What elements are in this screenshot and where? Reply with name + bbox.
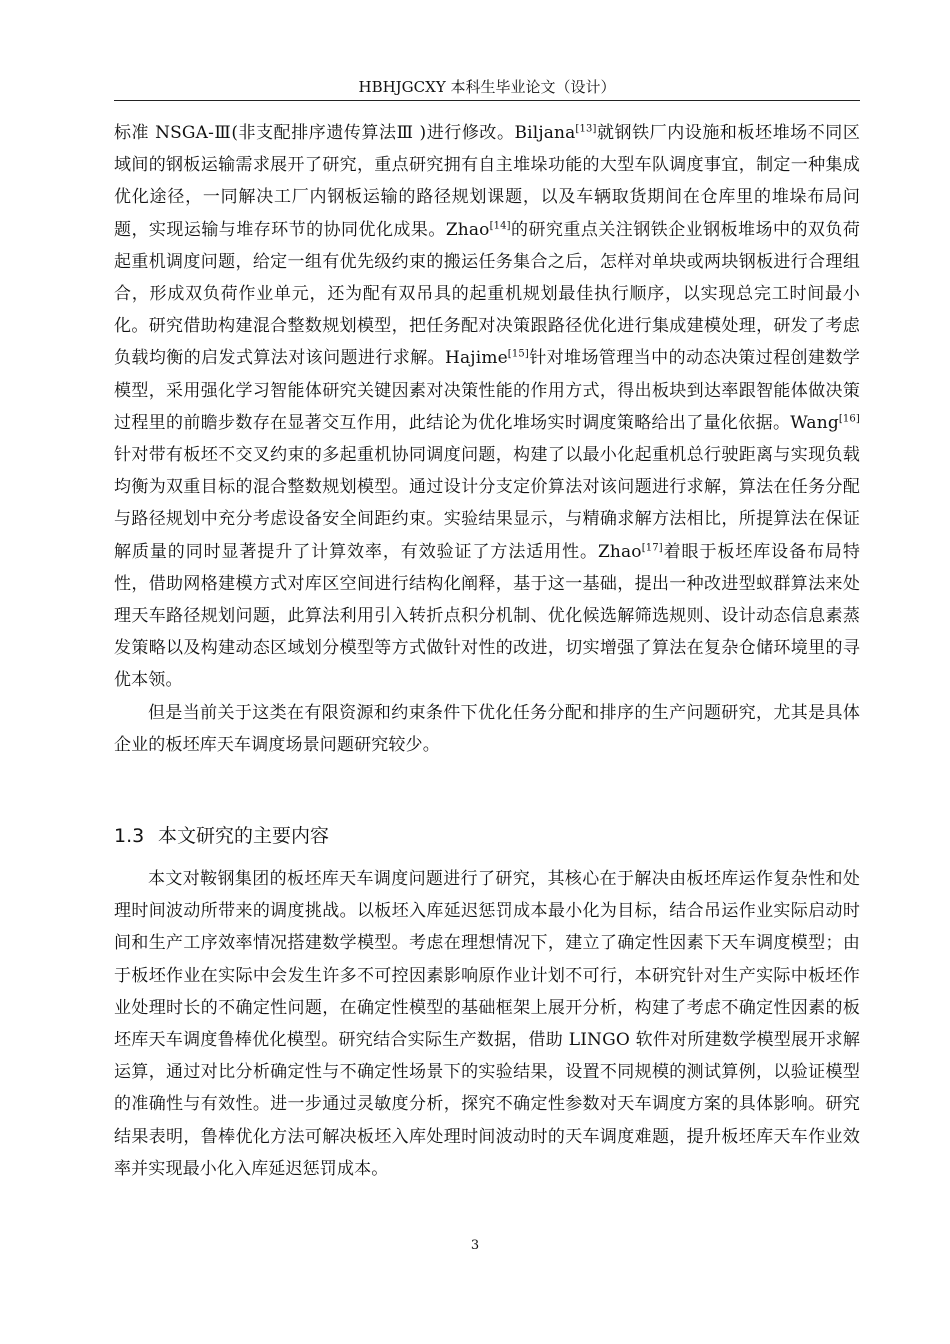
citation-13: [13] [575, 123, 597, 135]
body-text-bottom [114, 863, 860, 1185]
section-number: 1.3 [114, 825, 145, 847]
text-segment: 就钢铁厂内设施和板坯堆场不同区域间的钢板运输需求展开了研究，重点研究拥有自主堆垛功能的大型车队调度事宜，制定一种集成优化途径，一同解决工厂内钢板运输的路径规划课题，以及车辆取货期间在仓库里的堆垛布局问题，实现运输与堆存环节的协同优化成果。Zhao [114, 123, 860, 240]
citation-16: [16] [838, 413, 860, 425]
section-title: 本文研究的主要内容 [158, 825, 330, 847]
paragraph-main-content: 本文对鞍钢集团的板坯库天车调度问题进行了研究，其核心在于解决由板坯库运作复杂性和处理时间波动所带来的调度挑战。以板坯入库延迟惩罚成本最小化为目标，结合吊运作业实际启动时间和生产工序效率情况搭建数学模型。考虑在理想情况下，建立了确定性因素下天车调度模型；由于板坯作业在实际中会发生许多不可控因素影响原作业计划不可行，本研究针对生产实际中板坯作业处理时长的不确定性问题，在确定性模型的基础框架上展开分析，构建了考虑不确定性因素的板坯库天车调度鲁棒优化模型。研究结合实际生产数据，借助 LINGO 软件对所建数学模型展开求解运算，通过对比分析确定性与不确定性场景下的实验结果，设置不同规模的测试算例，以验证模型的准确性与有效性。进一步通过灵敏度分析，探究不确定性参数对天车调度方案的具体影响。研究结果表明，鲁棒优化方法可解决板坯入库处理时间波动时的天车调度难题，提升板坯库天车作业效率并实现最小化入库延迟惩罚成本。 [114, 869, 860, 1179]
page-number: 3 [470, 1238, 480, 1253]
page-header: HBHJGCXY 本科生毕业论文（设计） [358, 78, 616, 96]
citation-14: [14] [489, 219, 511, 231]
text-segment: 标准 NSGA-Ⅲ(非支配排序遗传算法Ⅲ )进行修改。Biljana [114, 123, 576, 143]
body-text-top [114, 117, 860, 761]
section-heading [114, 822, 860, 850]
text-segment: 着眼于板坯库设备布局特性，借助网格建模方式对库区空间进行结构化阐释，基于这一基础，提出一种改进型蚁群算法来处理天车路径规划问题，此算法利用引入转折点积分机制、优化候选解筛选规则、设计动态信息素蒸发策略以及构建动态区域划分模型等方式做针对性的改进，切实增强了算法在复杂仓储环境里的寻优本领。 [114, 541, 860, 691]
text-segment: 的研究重点关注钢铁企业钢板堆场中的双负荷起重机调度问题，给定一组有优先级约束的搬运任务集合之后，怎样对单块或两块钢板进行合理组合，形成双负荷作业单元，还为配有双吊具的起重机规划最佳执行顺序，以实现总完工时间最小化。研究借助构建混合整数规划模型，把任务配对决策跟路径优化进行集成建模处理，研发了考虑负载均衡的启发式算法对该问题进行求解。Hajime [114, 219, 860, 369]
text-segment: 针对堆场管理当中的动态决策过程创建数学模型，采用强化学习智能体研究关键因素对决策性能的作用方式，得出板块到达率跟智能体做决策过程里的前瞻步数存在显著交互作用，此结论为优化堆场实时调度策略给出了量化依据。Wang [114, 348, 860, 433]
citation-15: [15] [507, 348, 529, 360]
text-segment: 针对带有板坯不交叉约束的多起重机协同调度问题，构建了以最小化起重机总行驶距离与实现负载均衡为双重目标的混合整数规划模型。通过设计分支定价算法对该问题进行求解，算法在任务分配与路径规划中充分考虑设备安全间距约束。实验结果显示，与精确求解方法相比，所提算法在保证解质量的同时显著提升了计算效率，有效验证了方法适用性。Zhao [114, 445, 860, 562]
paragraph-research-gap: 但是当前关于这类在有限资源和约束条件下优化任务分配和排序的生产问题研究，尤其是具体企业的板坯库天车调度场景问题研究较少。 [114, 702, 860, 755]
header-rule [114, 100, 860, 101]
paragraph-literature-review [114, 117, 860, 697]
citation-17: [17] [641, 541, 663, 553]
